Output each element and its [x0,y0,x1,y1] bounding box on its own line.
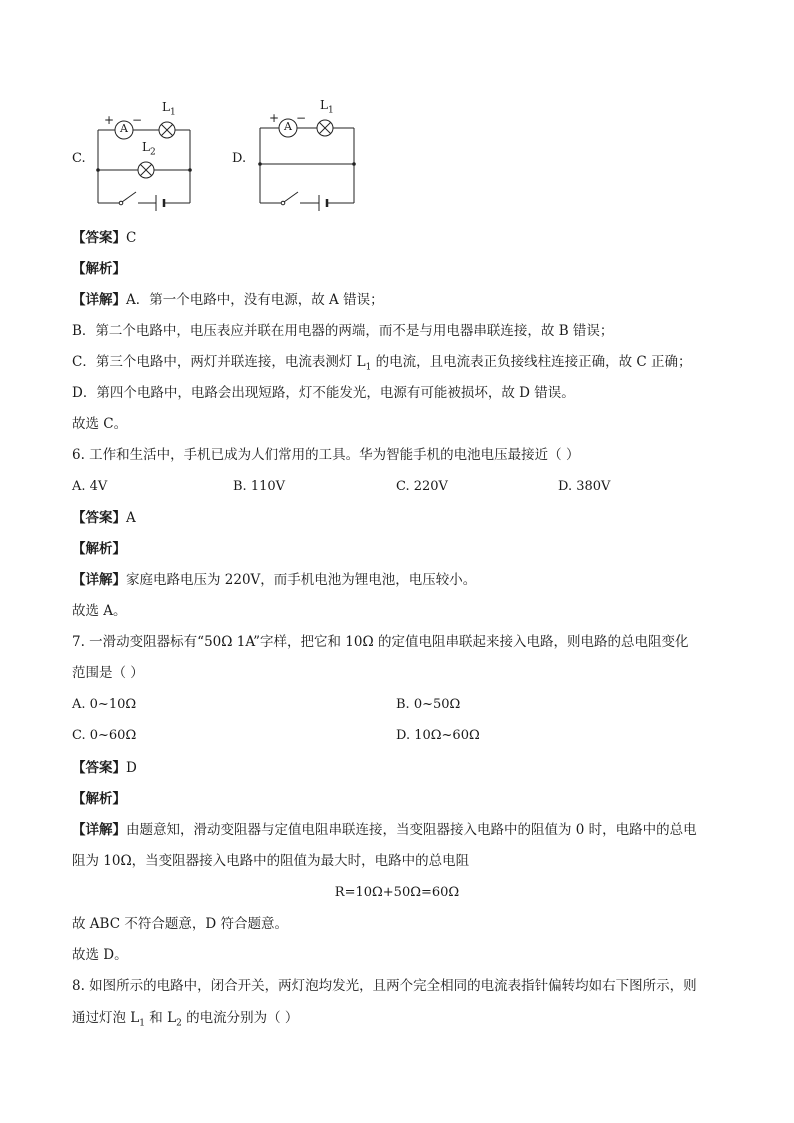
q5-answer [72,229,136,247]
analysis-tag: 【解析】 [72,261,126,277]
q7-question-line2: 范围是（ ） [72,665,144,681]
answer-tag: 【答案】 [72,510,126,526]
q6-option-d: D. 380V [558,479,611,494]
ammeter-plus-sign: + [269,111,280,125]
detail-text: 家庭电路电压为 220V，而手机电池为锂电池，电压较小。 [126,572,477,588]
option-c-label: C. [72,151,86,166]
circuit-c-wires [72,100,222,215]
answer-value: C [126,230,137,246]
q6-option-a: A. 4V [72,479,108,494]
ammeter-plus-sign: + [104,113,115,127]
q5-detail-d: D．第四个电路中，电路会出现短路，灯不能发光，电源有可能被损坏，故 D 错误。 [72,385,575,401]
q8-question-line2: 通过灯泡 $L_1$ 和 $L_2$ 的电流分别为（ ） [72,1010,299,1029]
q7-analysis-heading [72,790,126,808]
q8-question-line1: 8. 如图所示的电路中，闭合开关，两灯泡均发光，且两个完全相同的电流表指针偏转均如右下图所示，则 [72,978,697,994]
q6-answer [72,509,136,527]
q5-analysis-heading [72,260,126,278]
ammeter-minus-sign: − [132,113,143,127]
detail-tag: 【详解】 [72,822,126,838]
q7-option-c: C. 0~60Ω [72,728,137,743]
analysis-tag: 【解析】 [72,541,126,557]
detail-tag: 【详解】 [72,292,126,308]
ammeter-letter: A [120,122,128,135]
lamp-l1-label: $L_1$ [162,100,176,118]
circuit-diagram-c [72,100,222,215]
q6-detail [72,571,476,589]
circuit-d-wires [232,100,382,215]
q6-question: 6. 工作和生活中，手机已成为人们常用的工具。华为智能手机的电池电压最接近（ ） [72,447,580,463]
answer-value: D [126,760,137,776]
ammeter-letter: A [284,120,292,133]
option-d-label: D. [232,151,247,166]
q5-detail-b: B．第二个电路中，电压表应并联在用电器的两端，而不是与用电器串联连接，故 B 错误； [72,323,614,339]
q5-detail-c: C．第三个电路中，两灯并联连接，电流表测灯 $L_1$ 的电流，且电流表正负接线柱连接正确，故 C 正确； [72,354,692,373]
answer-tag: 【答案】 [72,760,126,776]
q5-conclusion: 故选 C。 [72,416,128,432]
q7-answer [72,759,137,777]
q6-conclusion: 故选 A。 [72,603,127,619]
lamp-l2-label: $L_2$ [142,140,156,158]
circuit-diagram-d [232,100,382,215]
analysis-tag: 【解析】 [72,791,126,807]
q6-option-c: C. 220V [396,479,448,494]
q7-detail-line3: 故 ABC 不符合题意，D 符合题意。 [72,916,288,932]
detail-tag: 【详解】 [72,572,126,588]
answer-value: A [126,510,136,526]
lamp-l1-label: $L_1$ [320,98,334,116]
answer-tag: 【答案】 [72,230,126,246]
q7-option-b: B. 0~50Ω [396,697,461,712]
q7-conclusion: 故选 D。 [72,947,128,963]
q7-formula: R=10Ω+50Ω=60Ω [334,885,460,900]
q5-detail-a [72,291,384,309]
q7-detail-line1 [72,821,697,839]
q7-option-a: A. 0~10Ω [72,697,137,712]
q7-detail-line2: 阻为 10Ω，当变阻器接入电路中的阻值为最大时，电路中的总电阻 [72,853,470,869]
detail-text: A．第一个电路中，没有电源，故 A 错误； [126,292,384,308]
ammeter-minus-sign: − [296,111,307,125]
detail-text: 由题意知，滑动变阻器与定值电阻串联连接，当变阻器接入电路中的阻值为 0 时，电路中的总电 [126,822,697,838]
q6-analysis-heading [72,540,126,558]
q7-option-d: D. 10Ω~60Ω [396,728,480,743]
q7-question-line1: 7. 一滑动变阻器标有“50Ω 1A”字样，把它和 10Ω 的定值电阻串联起来接入电路，则电路的总电阻变化 [72,634,689,650]
q6-option-b: B. 110V [233,479,286,494]
